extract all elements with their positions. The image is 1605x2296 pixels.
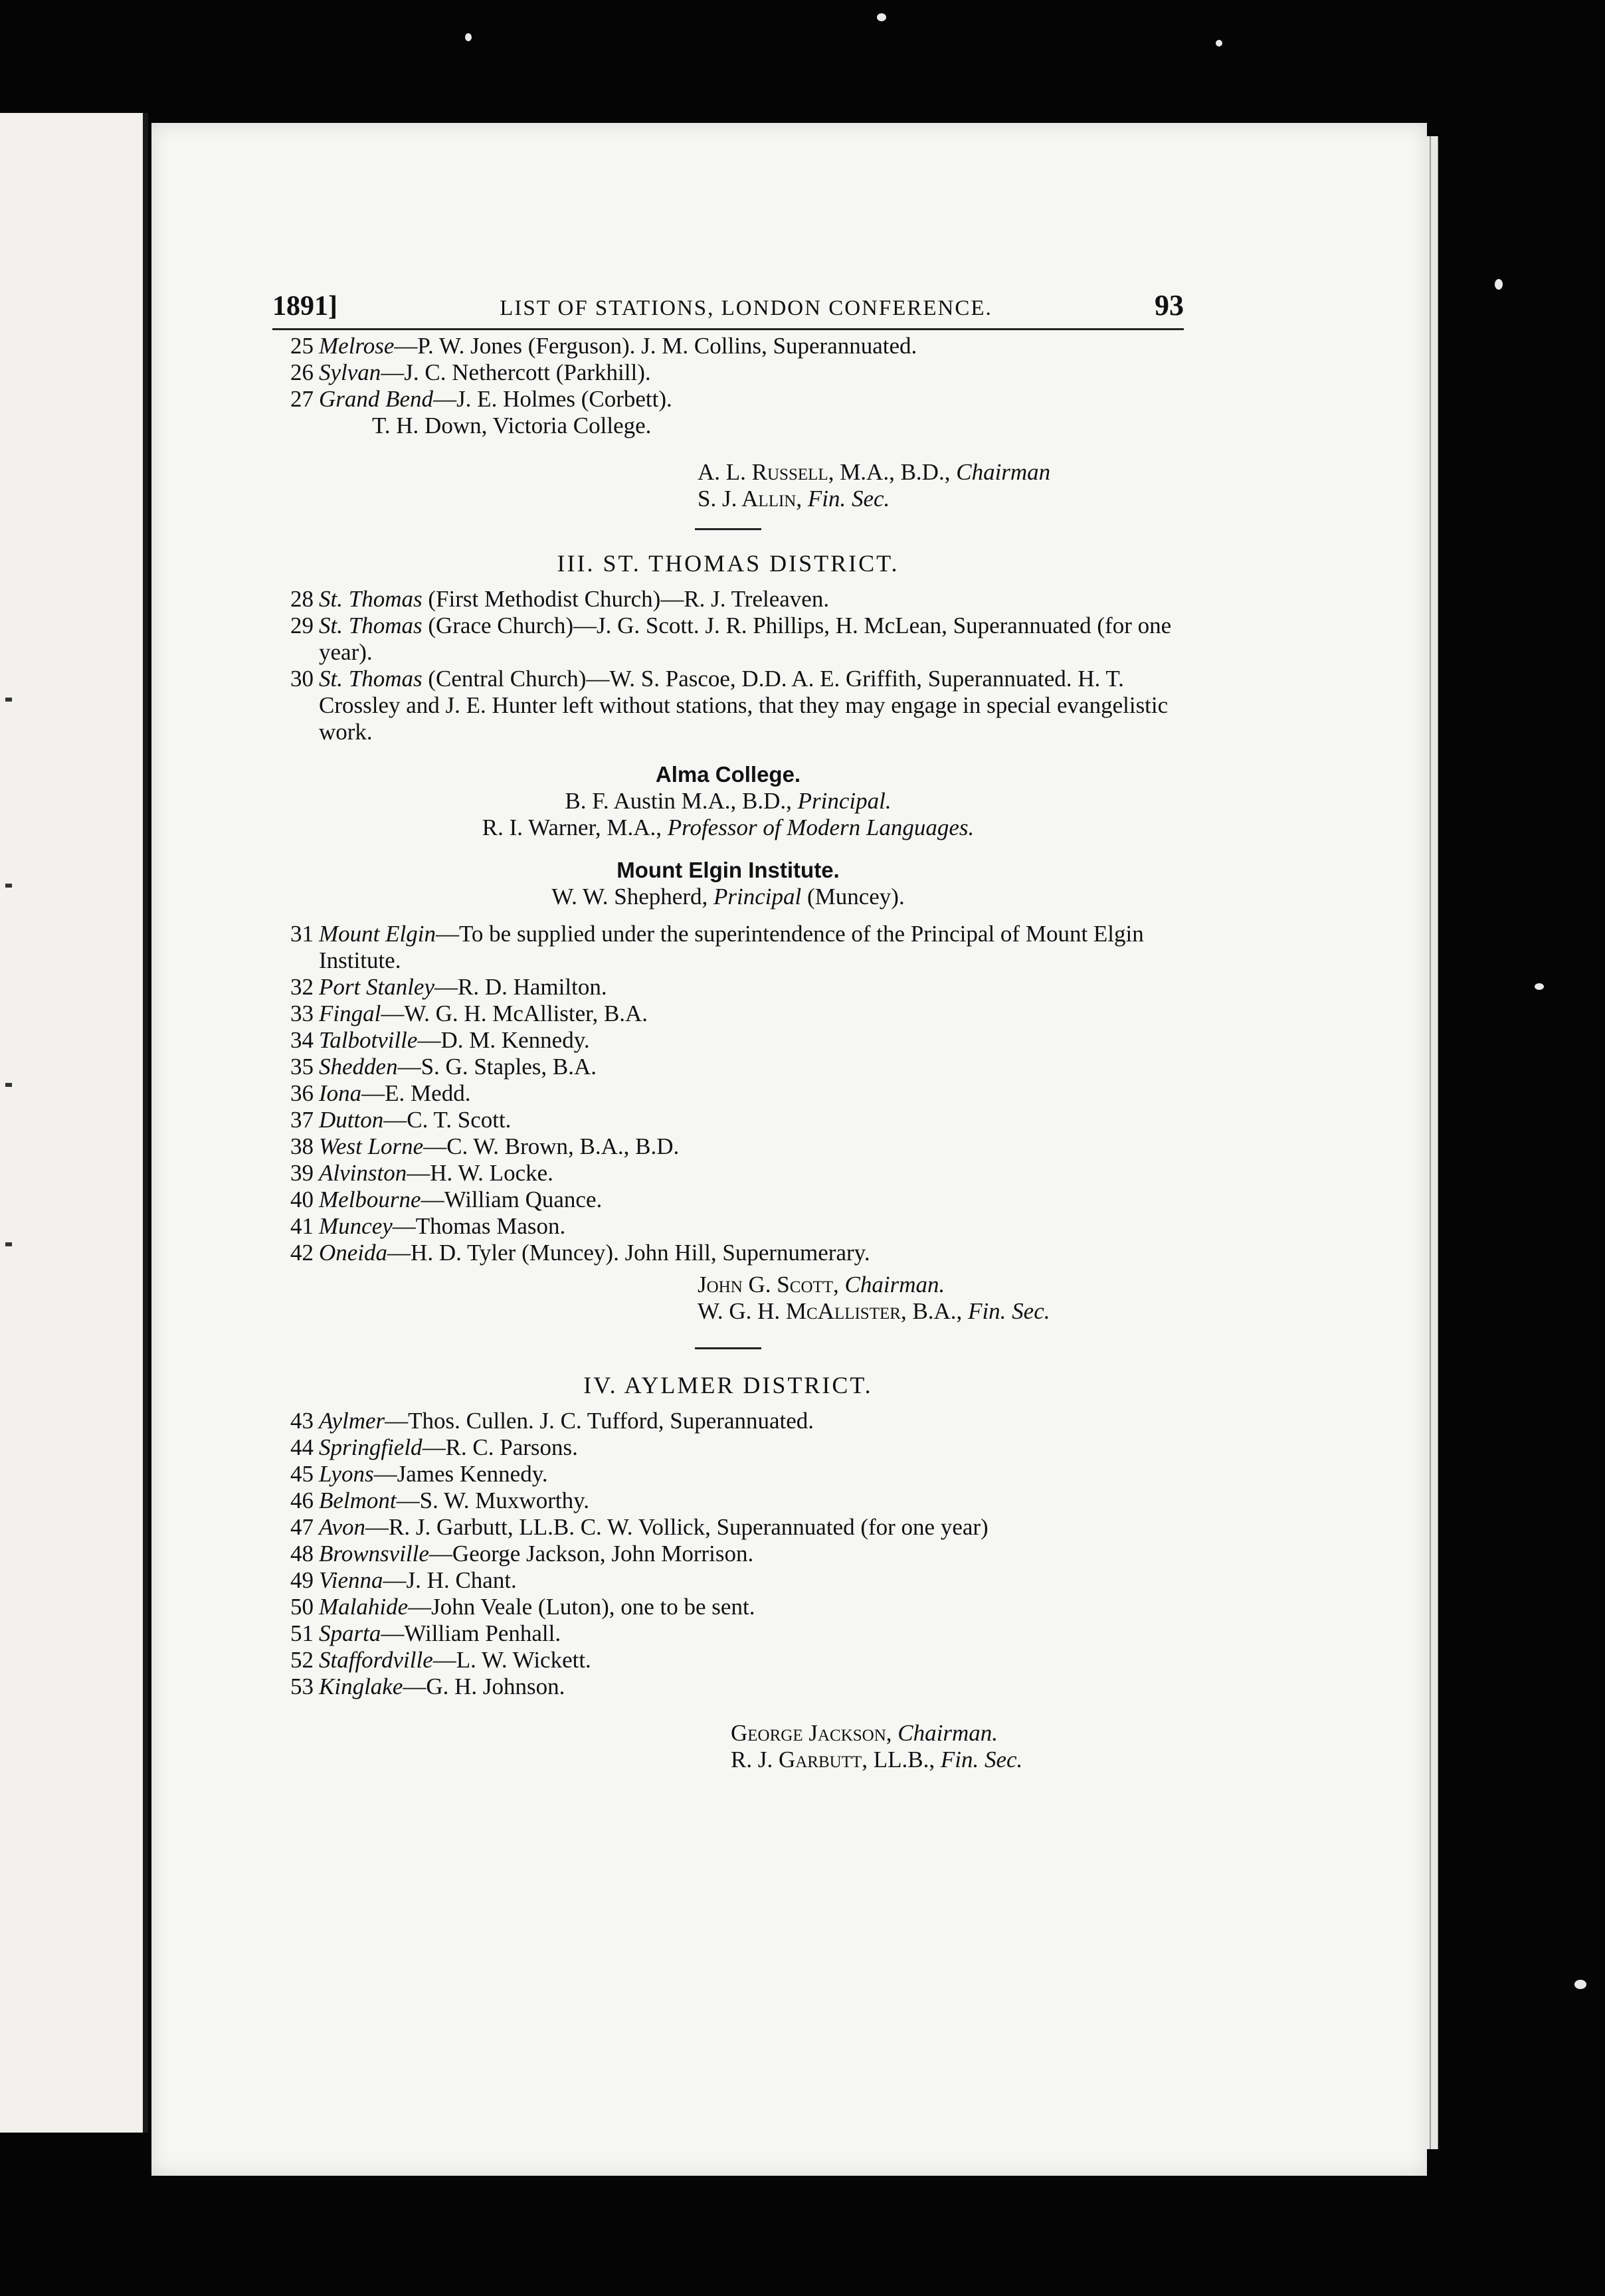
station-text: (First Methodist Church)—R. J. Treleaven. — [422, 586, 830, 612]
station-entry — [272, 1213, 1184, 1240]
chairman-name: A. L. Russell — [698, 459, 828, 485]
station-place: Iona — [319, 1080, 362, 1106]
top-station-list — [272, 333, 1184, 413]
section-divider — [695, 528, 761, 530]
secretary-name: S. J. Allin — [698, 486, 797, 512]
page-header — [272, 289, 1184, 330]
district-heading: IV. AYLMER DISTRICT. — [583, 1372, 873, 1398]
station-entry — [272, 1647, 1184, 1674]
station-place: Melrose — [319, 333, 395, 359]
station-place: Brownsville — [319, 1541, 429, 1567]
secretary-degrees: , B.A., — [900, 1298, 969, 1324]
station-entry — [272, 666, 1184, 745]
station-text: —C. T. Scott. — [383, 1107, 512, 1133]
station-entry — [272, 921, 1184, 974]
station-number: 28 — [290, 586, 314, 612]
station-entry — [272, 1107, 1184, 1133]
station-place: Grand Bend — [319, 386, 434, 412]
station-number: 36 — [290, 1080, 314, 1106]
district-officers — [272, 1272, 1184, 1325]
chairman-role: Chairman. — [897, 1720, 998, 1746]
dust-speck — [877, 13, 886, 21]
station-place: Kinglake — [319, 1674, 403, 1699]
staff-line — [272, 884, 1184, 910]
margin-mark — [5, 884, 12, 888]
station-entry — [272, 359, 1184, 386]
station-place: Dutton — [319, 1107, 384, 1133]
dust-speck — [1495, 279, 1503, 290]
station-text: —J. C. Nethercott (Parkhill). — [381, 359, 651, 385]
st-thomas-station-list-2 — [272, 921, 1184, 1266]
secretary-role: Fin. Sec. — [940, 1747, 1023, 1772]
station-text: —W. G. H. McAllister, B.A. — [381, 1001, 648, 1026]
station-place: Melbourne — [319, 1187, 421, 1212]
station-place: Port Stanley — [319, 974, 434, 1000]
secretary-name: R. J. Garbutt — [731, 1747, 862, 1772]
staff-name: R. I. Warner, M.A., — [482, 814, 668, 840]
staff-name: W. W. Shepherd, — [551, 884, 713, 909]
station-number: 51 — [290, 1620, 314, 1646]
station-entry — [272, 1620, 1184, 1647]
staff-name: B. F. Austin M.A., B.D., — [565, 788, 798, 814]
chairman-name: George Jackson — [731, 1720, 886, 1746]
chairman-role: Chairman. — [844, 1272, 945, 1297]
station-place: Springfield — [319, 1434, 423, 1460]
station-number: 52 — [290, 1647, 314, 1673]
chairman-degrees: , — [833, 1272, 845, 1297]
station-entry — [272, 1434, 1184, 1461]
station-entry — [272, 1408, 1184, 1434]
station-entry — [272, 586, 1184, 613]
station-place: Talbotville — [319, 1027, 418, 1053]
page-content — [272, 289, 1184, 1773]
station-number: 47 — [290, 1514, 314, 1540]
margin-mark — [5, 1083, 12, 1087]
dust-speck — [465, 33, 472, 41]
station-text: —R. D. Hamilton. — [434, 974, 607, 1000]
station-text: —J. E. Holmes (Corbett). — [433, 386, 672, 412]
station-entry — [272, 974, 1184, 1001]
station-text: —James Kennedy. — [373, 1461, 548, 1487]
station-number: 48 — [290, 1541, 314, 1567]
station-place: St. Thomas — [319, 666, 423, 692]
station-text: —G. H. Johnson. — [403, 1674, 565, 1699]
station-entry — [272, 1240, 1184, 1266]
station-place: Mount Elgin — [319, 921, 436, 947]
station-text: —D. M. Kennedy. — [417, 1027, 590, 1053]
station-number: 44 — [290, 1434, 314, 1460]
station-entry — [272, 1054, 1184, 1080]
station-text: (Central Church)—W. S. Pascoe, D.D. A. E. Griffith, Superannuated. H. T. Crossley and J. E. Hunter left without stations, that they may engage in special evangelistic work. — [319, 666, 1169, 745]
secretary-name: W. G. H. McAllister — [698, 1298, 901, 1324]
station-number: 26 — [290, 359, 314, 385]
institution-heading: Mount Elgin Institute. — [616, 858, 840, 882]
station-number: 25 — [290, 333, 314, 359]
station-entry — [272, 1541, 1184, 1567]
station-number: 37 — [290, 1107, 314, 1133]
station-text: —William Penhall. — [381, 1620, 561, 1646]
station-place: West Lorne — [319, 1133, 424, 1159]
station-text: —Thomas Mason. — [392, 1213, 566, 1239]
chairman-name: John G. Scott — [698, 1272, 834, 1297]
staff-line — [272, 788, 1184, 814]
dust-speck — [1216, 40, 1222, 47]
station-entry — [272, 1487, 1184, 1514]
facing-page-edge — [0, 113, 148, 2133]
margin-mark — [5, 698, 12, 702]
station-place: Fingal — [319, 1001, 381, 1026]
staff-role: Professor of Modern Languages. — [667, 814, 975, 840]
station-place: Vienna — [319, 1567, 383, 1593]
station-number: 35 — [290, 1054, 314, 1080]
station-number: 31 — [290, 921, 314, 947]
station-number: 40 — [290, 1187, 314, 1212]
station-place: Aylmer — [319, 1408, 385, 1434]
station-place: Lyons — [319, 1461, 374, 1487]
station-entry — [272, 1080, 1184, 1107]
st-thomas-station-list — [272, 586, 1184, 745]
station-number: 30 — [290, 666, 314, 692]
station-text: —Thos. Cullen. J. C. Tufford, Superannuated. — [385, 1408, 814, 1434]
station-number: 43 — [290, 1408, 314, 1434]
station-number: 38 — [290, 1133, 314, 1159]
station-entry — [272, 1461, 1184, 1487]
secretary-degrees: , LL.B., — [862, 1747, 941, 1772]
station-entry — [272, 386, 1184, 413]
station-place: Malahide — [319, 1594, 409, 1620]
district-officers — [272, 459, 1184, 512]
institution-heading: Alma College. — [655, 762, 801, 787]
station-place: St. Thomas — [319, 613, 423, 638]
staff-line — [272, 814, 1184, 841]
header-year: 1891] — [272, 291, 337, 322]
station-place: Muncey — [319, 1213, 393, 1239]
station-text: (Grace Church)—J. G. Scott. J. R. Phillips, H. McLean, Superannuated (for one year). — [319, 613, 1172, 665]
station-number: 29 — [290, 613, 314, 638]
station-place: Oneida — [319, 1240, 388, 1266]
station-number: 32 — [290, 974, 314, 1000]
station-text: —C. W. Brown, B.A., B.D. — [423, 1133, 680, 1159]
station-number: 49 — [290, 1567, 314, 1593]
chairman-role: Chairman — [956, 459, 1051, 485]
station-number: 50 — [290, 1594, 314, 1620]
station-text: —E. Medd. — [361, 1080, 471, 1106]
station-entry — [272, 1514, 1184, 1541]
station-entry — [272, 1001, 1184, 1027]
station-number: 53 — [290, 1674, 314, 1699]
station-number: 45 — [290, 1461, 314, 1487]
station-entry — [272, 1567, 1184, 1594]
station-place: Avon — [319, 1514, 365, 1540]
station-text: —P. W. Jones (Ferguson). J. M. Collins, Superannuated. — [394, 333, 917, 359]
station-text: —To be supplied under the superintendence of the Principal of Mount Elgin Institute. — [319, 921, 1144, 973]
station-number: 42 — [290, 1240, 314, 1266]
staff-role: Principal. — [797, 788, 892, 814]
station-entry — [272, 613, 1184, 666]
margin-mark — [5, 1242, 12, 1246]
victoria-note: T. H. Down, Victoria College. — [372, 413, 652, 438]
district-heading: III. ST. THOMAS DISTRICT. — [557, 550, 899, 577]
dust-speck — [1535, 983, 1544, 990]
station-number: 27 — [290, 386, 314, 412]
station-entry — [272, 1133, 1184, 1160]
station-text: —S. G. Staples, B.A. — [397, 1054, 597, 1080]
station-place: Sylvan — [319, 359, 381, 385]
station-number: 33 — [290, 1001, 314, 1026]
station-text: —R. J. Garbutt, LL.B. C. W. Vollick, Superannuated (for one year) — [365, 1514, 989, 1540]
station-place: Staffordville — [319, 1647, 433, 1673]
station-place: Belmont — [319, 1487, 397, 1513]
secretary-degrees: , — [796, 486, 808, 512]
running-title: LIST OF STATIONS, LONDON CONFERENCE. — [500, 296, 992, 320]
station-entry — [272, 1594, 1184, 1620]
chairman-degrees: , M.A., B.D., — [828, 459, 957, 485]
page-number: 93 — [1155, 289, 1184, 322]
station-number: 34 — [290, 1027, 314, 1053]
secretary-role: Fin. Sec. — [807, 486, 890, 512]
staff-role: Principal — [713, 884, 802, 909]
station-text: —R. C. Parsons. — [422, 1434, 578, 1460]
section-divider — [695, 1347, 761, 1349]
district-officers — [272, 1720, 1184, 1773]
staff-location: (Muncey). — [801, 884, 905, 909]
station-place: Sparta — [319, 1620, 381, 1646]
station-place: Alvinston — [319, 1160, 407, 1186]
station-text: —John Veale (Luton), one to be sent. — [408, 1594, 755, 1620]
station-number: 41 — [290, 1213, 314, 1239]
station-entry — [272, 1027, 1184, 1054]
station-entry — [272, 333, 1184, 359]
station-entry — [272, 1160, 1184, 1187]
dust-speck — [1574, 1980, 1586, 1989]
secretary-role: Fin. Sec. — [968, 1298, 1050, 1324]
station-number: 39 — [290, 1160, 314, 1186]
station-text: —J. H. Chant. — [383, 1567, 517, 1593]
chairman-degrees: , — [886, 1720, 898, 1746]
aylmer-station-list — [272, 1408, 1184, 1700]
station-text: —H. W. Locke. — [407, 1160, 553, 1186]
station-entry — [272, 1674, 1184, 1700]
station-entry — [272, 1187, 1184, 1213]
station-text: —S. W. Muxworthy. — [396, 1487, 590, 1513]
station-place: St. Thomas — [319, 586, 423, 612]
station-text: —William Quance. — [421, 1187, 603, 1212]
station-text: —George Jackson, John Morrison. — [428, 1541, 754, 1567]
station-number: 46 — [290, 1487, 314, 1513]
station-text: —L. W. Wickett. — [432, 1647, 591, 1673]
station-place: Shedden — [319, 1054, 398, 1080]
station-text: —H. D. Tyler (Muncey). John Hill, Supernumerary. — [387, 1240, 870, 1266]
